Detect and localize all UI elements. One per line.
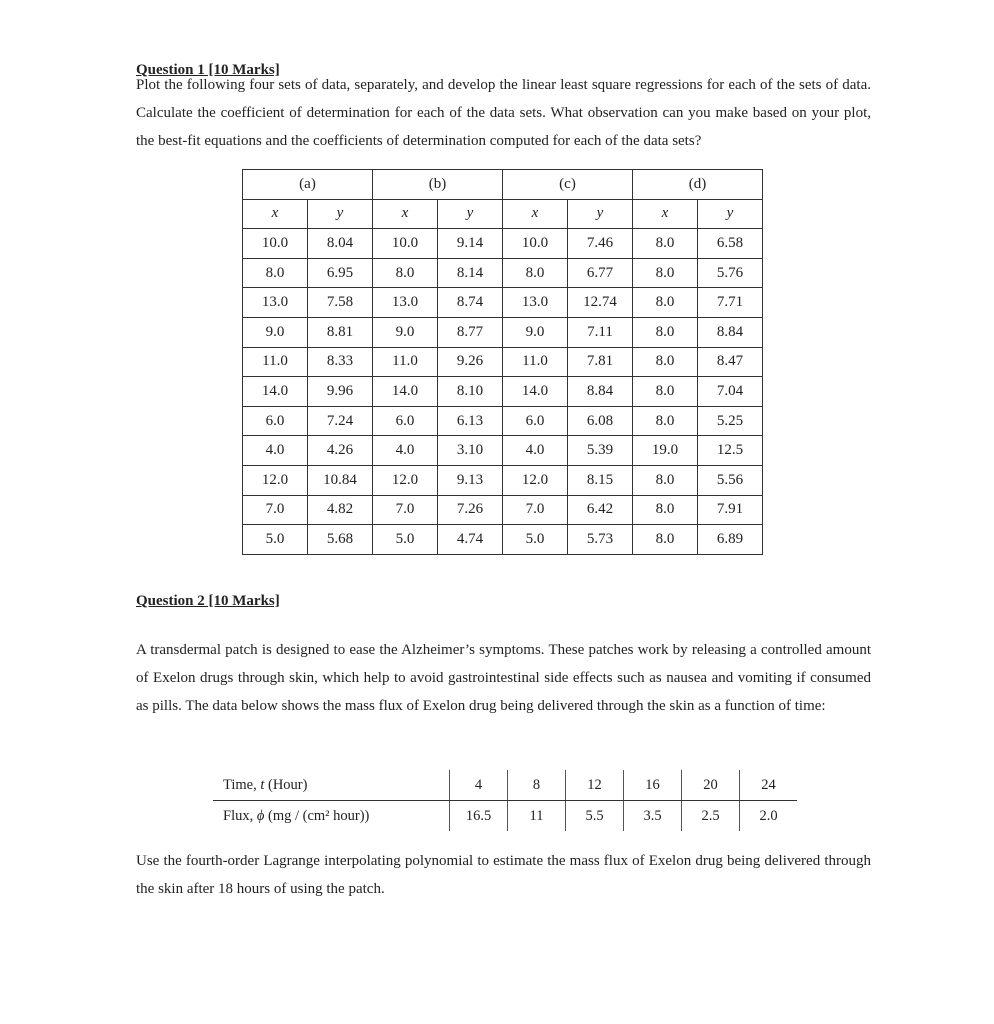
table-cell: 6.89: [698, 525, 763, 555]
table-cell: 6.08: [568, 406, 633, 436]
variable-header: x: [633, 199, 698, 229]
table-cell: 9.0: [243, 317, 308, 347]
table-cell: 8.0: [633, 465, 698, 495]
time-value: 12: [566, 770, 624, 801]
table-cell: 8.0: [633, 406, 698, 436]
table-cell: 10.0: [373, 229, 438, 259]
table-cell: 6.0: [503, 406, 568, 436]
question-1-title: Question 1 [10 Marks]: [136, 62, 280, 78]
time-value: 4: [450, 770, 508, 801]
table-cell: 8.0: [503, 258, 568, 288]
table-cell: 8.10: [438, 377, 503, 407]
table-cell: 7.91: [698, 495, 763, 525]
time-value: 16: [624, 770, 682, 801]
table-cell: 10.84: [308, 465, 373, 495]
table-cell: 8.84: [568, 377, 633, 407]
variable-header: y: [308, 199, 373, 229]
table-cell: 8.81: [308, 317, 373, 347]
table-cell: 11.0: [373, 347, 438, 377]
flux-value: 16.5: [450, 801, 508, 832]
table-cell: 6.13: [438, 406, 503, 436]
table-cell: 9.26: [438, 347, 503, 377]
time-value: 8: [508, 770, 566, 801]
table-cell: 4.26: [308, 436, 373, 466]
variable-header-row: [243, 199, 763, 229]
table-cell: 5.0: [243, 525, 308, 555]
table-cell: 8.47: [698, 347, 763, 377]
table-cell: 7.04: [698, 377, 763, 407]
table-row: [243, 288, 763, 318]
question-2-text: A transdermal patch is designed to ease the Alzheimer’s symptoms. These patches work by releasing a controlled amount of Exelon drugs through skin, which help to avoid gastrointestinal side effects such as nausea and vomiting if consumed as pills. The data below shows the mass flux of Exelon drug being delivered through the skin as a function of time:: [136, 642, 871, 714]
table-cell: 7.0: [243, 495, 308, 525]
table-cell: 12.5: [698, 436, 763, 466]
table-cell: 8.0: [633, 288, 698, 318]
table-cell: 6.0: [243, 406, 308, 436]
table-cell: 7.0: [373, 495, 438, 525]
table-cell: 8.84: [698, 317, 763, 347]
table-cell: 6.95: [308, 258, 373, 288]
table-cell: 8.74: [438, 288, 503, 318]
table-cell: 4.0: [243, 436, 308, 466]
table-row: [243, 347, 763, 377]
table-cell: 11.0: [243, 347, 308, 377]
group-header: (b): [373, 170, 503, 200]
table-cell: 10.0: [503, 229, 568, 259]
table-cell: 7.26: [438, 495, 503, 525]
time-label: Time, t (Hour): [213, 770, 450, 801]
table-cell: 8.0: [633, 317, 698, 347]
flux-value: 2.0: [740, 801, 798, 832]
table-cell: 8.0: [373, 258, 438, 288]
table-cell: 7.24: [308, 406, 373, 436]
table-cell: 19.0: [633, 436, 698, 466]
table-cell: 12.0: [503, 465, 568, 495]
table-row: [243, 317, 763, 347]
table-row: [243, 229, 763, 259]
data-sets-table: [242, 169, 763, 555]
variable-header: y: [568, 199, 633, 229]
table-row: [243, 525, 763, 555]
table-cell: 8.33: [308, 347, 373, 377]
table-cell: 12.74: [568, 288, 633, 318]
table-row: [243, 258, 763, 288]
table-cell: 13.0: [503, 288, 568, 318]
table-cell: 5.0: [373, 525, 438, 555]
flux-value: 11: [508, 801, 566, 832]
table-cell: 8.0: [633, 347, 698, 377]
table-cell: 8.0: [633, 229, 698, 259]
table-cell: 5.25: [698, 406, 763, 436]
table-cell: 9.14: [438, 229, 503, 259]
table-cell: 7.81: [568, 347, 633, 377]
table-cell: 7.0: [503, 495, 568, 525]
variable-header: x: [503, 199, 568, 229]
question-2-title: Question 2 [10 Marks]: [136, 593, 280, 609]
flux-value: 5.5: [566, 801, 624, 832]
table-row: [243, 495, 763, 525]
table-cell: 4.0: [373, 436, 438, 466]
table-cell: 13.0: [243, 288, 308, 318]
group-header: (c): [503, 170, 633, 200]
table-cell: 7.46: [568, 229, 633, 259]
table-cell: 6.0: [373, 406, 438, 436]
table-cell: 4.82: [308, 495, 373, 525]
table-cell: 6.77: [568, 258, 633, 288]
table-cell: 8.0: [633, 525, 698, 555]
table-row: [243, 406, 763, 436]
time-value: 20: [682, 770, 740, 801]
flux-table: [213, 770, 797, 831]
time-value: 24: [740, 770, 798, 801]
table-cell: 14.0: [373, 377, 438, 407]
table-cell: 5.39: [568, 436, 633, 466]
table-cell: 8.0: [633, 377, 698, 407]
table-cell: 5.56: [698, 465, 763, 495]
variable-header: x: [373, 199, 438, 229]
table-cell: 7.11: [568, 317, 633, 347]
table-cell: 9.13: [438, 465, 503, 495]
table-cell: 4.74: [438, 525, 503, 555]
time-row: [213, 770, 797, 801]
table-cell: 8.77: [438, 317, 503, 347]
flux-label: Flux, ϕ (mg / (cm² hour)): [223, 807, 370, 824]
table-cell: 7.71: [698, 288, 763, 318]
variable-header: x: [243, 199, 308, 229]
table-cell: 12.0: [243, 465, 308, 495]
table-cell: 14.0: [503, 377, 568, 407]
table-cell: 11.0: [503, 347, 568, 377]
group-header-row: [243, 170, 763, 200]
table-cell: 6.58: [698, 229, 763, 259]
variable-header: y: [698, 199, 763, 229]
table-cell: 10.0: [243, 229, 308, 259]
table-cell: 8.0: [633, 495, 698, 525]
table-row: [243, 377, 763, 407]
table-cell: 5.68: [308, 525, 373, 555]
table-cell: 12.0: [373, 465, 438, 495]
table-cell: 8.0: [243, 258, 308, 288]
table-cell: 13.0: [373, 288, 438, 318]
group-header: (a): [243, 170, 373, 200]
table-cell: 8.0: [633, 258, 698, 288]
table-cell: 5.73: [568, 525, 633, 555]
table-cell: 5.0: [503, 525, 568, 555]
table-cell: 8.14: [438, 258, 503, 288]
table-cell: 6.42: [568, 495, 633, 525]
flux-value: 2.5: [682, 801, 740, 832]
table-cell: 5.76: [698, 258, 763, 288]
question-1-text: Plot the following four sets of data, separately, and develop the linear least square regressions for each of the sets of data. Calculate the coefficient of determination for each of the data sets. What observation can you make based on your plot, the best-fit equations and the coefficients of determination computed for each of the data sets?: [136, 77, 871, 149]
table-cell: 8.04: [308, 229, 373, 259]
group-header: (d): [633, 170, 763, 200]
flux-row: [213, 801, 797, 832]
table-row: [243, 436, 763, 466]
variable-header: y: [438, 199, 503, 229]
table-cell: 9.96: [308, 377, 373, 407]
table-cell: 9.0: [503, 317, 568, 347]
question-2-task: Use the fourth-order Lagrange interpolating polynomial to estimate the mass flux of Exelon drug being delivered through the skin after 18 hours of using the patch.: [136, 853, 871, 897]
table-cell: 9.0: [373, 317, 438, 347]
table-cell: 4.0: [503, 436, 568, 466]
table-cell: 8.15: [568, 465, 633, 495]
table-cell: 7.58: [308, 288, 373, 318]
table-cell: 3.10: [438, 436, 503, 466]
table-cell: 14.0: [243, 377, 308, 407]
flux-value: 3.5: [624, 801, 682, 832]
table-row: [243, 465, 763, 495]
